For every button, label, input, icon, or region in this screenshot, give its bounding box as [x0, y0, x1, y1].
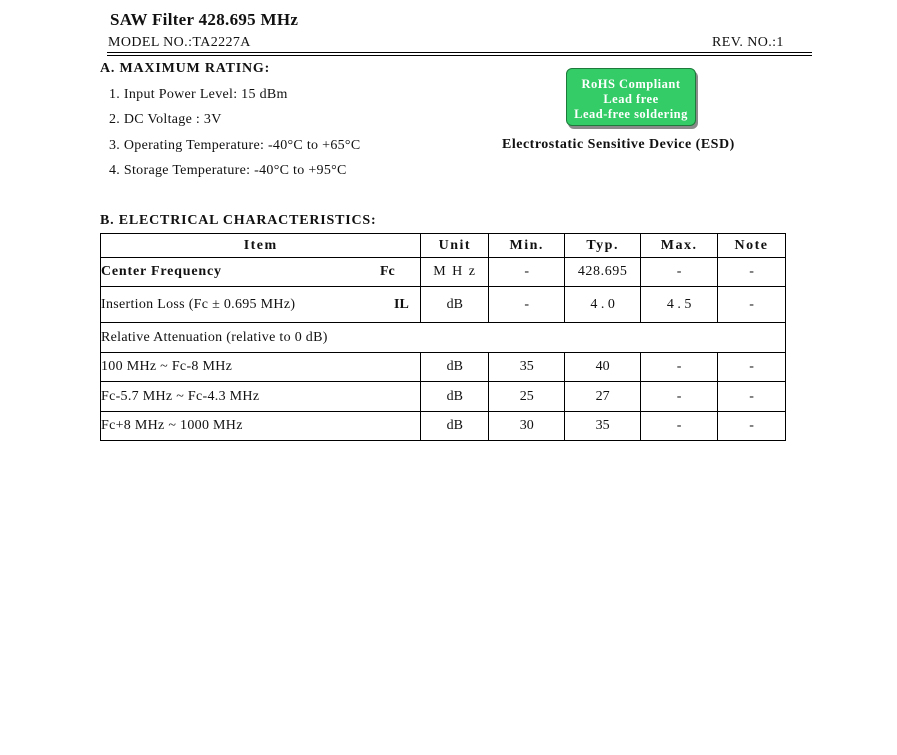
- table-row: [101, 353, 786, 382]
- row-min: 35: [489, 353, 565, 382]
- row-min: 30: [489, 412, 565, 441]
- rating-item-2: 2. DC Voltage : 3V: [109, 112, 222, 127]
- column-header-item: Item: [101, 234, 421, 258]
- table-header-row: [101, 234, 786, 258]
- header-rule-bottom: [107, 55, 812, 56]
- rohs-badge-line-1: RoHS Compliant: [581, 77, 681, 91]
- row-note: -: [718, 353, 786, 382]
- row-item-label: Relative Attenuation (relative to 0 dB): [101, 329, 328, 345]
- row-item-cell: [101, 412, 421, 441]
- row-item-cell: [101, 323, 786, 353]
- row-symbol: IL: [394, 296, 409, 312]
- row-item-label: Fc+8 MHz ~ 1000 MHz: [101, 418, 243, 433]
- table-row: [101, 258, 786, 287]
- rating-item-3: 3. Operating Temperature: -40°C to +65°C: [109, 138, 361, 153]
- column-header-max: Max.: [641, 234, 718, 258]
- row-max: -: [641, 412, 718, 441]
- row-min: -: [489, 287, 565, 323]
- esd-label: Electrostatic Sensitive Device (ESD): [502, 137, 735, 152]
- column-header-typ: Typ.: [565, 234, 641, 258]
- column-header-note: Note: [718, 234, 786, 258]
- row-unit: dB: [421, 412, 489, 441]
- row-item-cell: [101, 287, 421, 323]
- row-note: -: [718, 412, 786, 441]
- row-item-label: Fc-5.7 MHz ~ Fc-4.3 MHz: [101, 388, 260, 404]
- column-header-unit: Unit: [421, 234, 489, 258]
- row-item-label: Insertion Loss (Fc ± 0.695 MHz): [101, 296, 296, 312]
- rohs-badge-line-3: Lead-free soldering: [574, 107, 688, 121]
- rohs-badge-line-2: Lead free: [603, 92, 659, 106]
- row-max: 4 . 5: [641, 287, 718, 323]
- row-min: 25: [489, 382, 565, 412]
- section-a-heading: A. MAXIMUM RATING:: [100, 61, 271, 76]
- table-row: [101, 382, 786, 412]
- row-unit: dB: [421, 287, 489, 323]
- row-item-cell: [101, 382, 421, 412]
- row-max: -: [641, 382, 718, 412]
- row-typ: 4 . 0: [565, 287, 641, 323]
- model-number: MODEL NO.:TA2227A: [108, 35, 251, 50]
- row-min: -: [489, 258, 565, 287]
- row-symbol: Fc: [380, 264, 395, 279]
- row-note: -: [718, 258, 786, 287]
- row-note: -: [718, 287, 786, 323]
- revision-number: REV. NO.:1: [712, 35, 784, 50]
- row-item-label: Center Frequency: [101, 264, 222, 279]
- row-typ: 40: [565, 353, 641, 382]
- row-max: -: [641, 353, 718, 382]
- column-header-min: Min.: [489, 234, 565, 258]
- section-b-heading: B. ELECTRICAL CHARACTERISTICS:: [100, 213, 377, 228]
- row-item-label: 100 MHz ~ Fc-8 MHz: [101, 359, 233, 374]
- table-row: [101, 287, 786, 323]
- table-row: [101, 323, 786, 353]
- rating-item-1: 1. Input Power Level: 15 dBm: [109, 87, 288, 102]
- row-unit: M H z: [421, 258, 489, 287]
- rohs-badge: [566, 68, 696, 126]
- document-title: SAW Filter 428.695 MHz: [110, 10, 299, 29]
- row-unit: dB: [421, 353, 489, 382]
- row-typ: 27: [565, 382, 641, 412]
- header-rule-top: [107, 52, 812, 53]
- row-note: -: [718, 382, 786, 412]
- row-unit: dB: [421, 382, 489, 412]
- electrical-characteristics-table: [100, 233, 786, 441]
- row-typ: 428.695: [565, 258, 641, 287]
- row-max: -: [641, 258, 718, 287]
- row-item-cell: [101, 258, 421, 287]
- row-typ: 35: [565, 412, 641, 441]
- rating-item-4: 4. Storage Temperature: -40°C to +95°C: [109, 163, 347, 178]
- row-item-cell: [101, 353, 421, 382]
- table-row: [101, 412, 786, 441]
